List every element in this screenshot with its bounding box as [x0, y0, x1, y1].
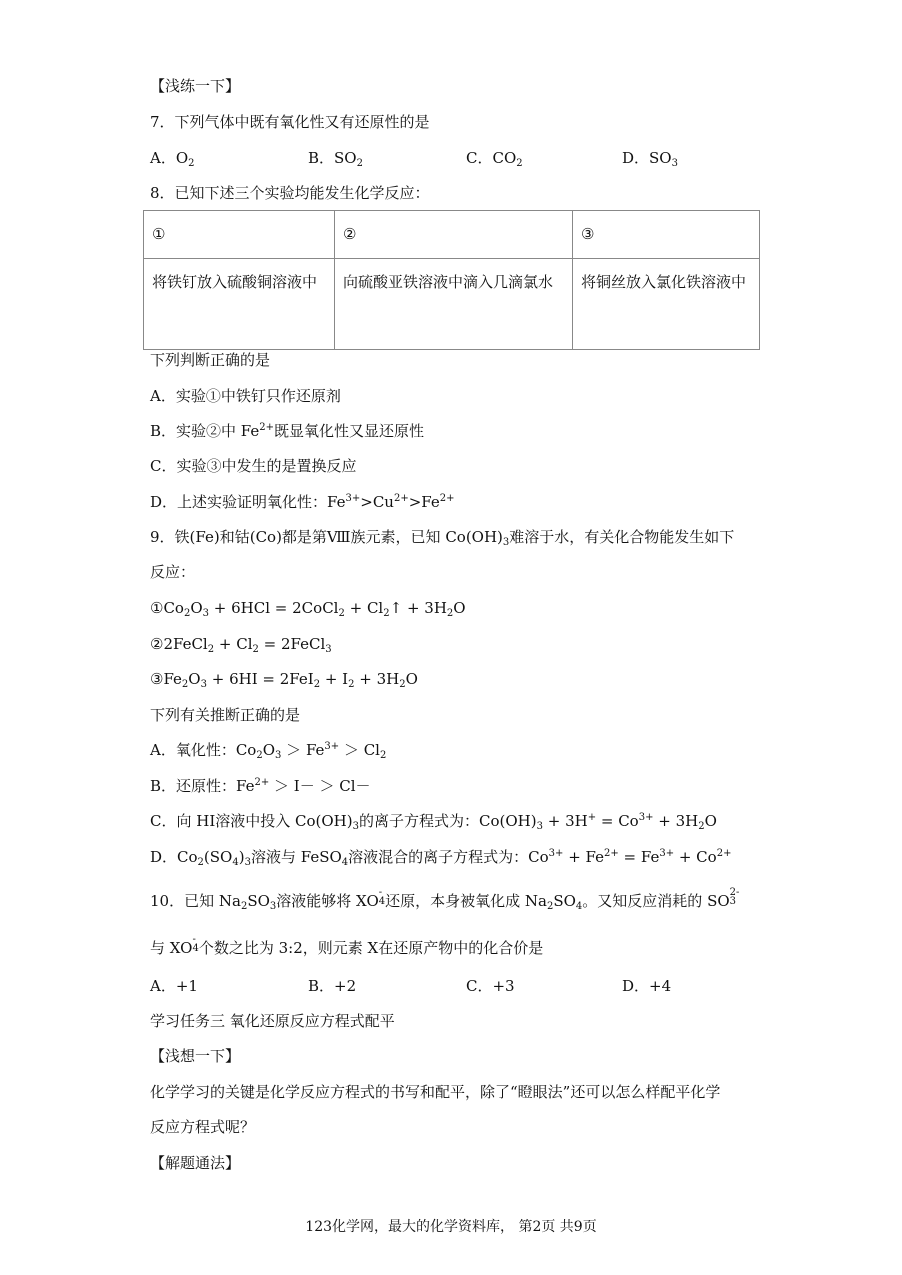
- learning-task-3-title: 学习任务三 氧化还原反应方程式配平: [150, 1012, 395, 1030]
- q9-option-d: D．$Co_2(SO_4)_3$溶液与 FeSO$_4$溶液混合的离子方程式为：$Co^{3+} + Fe^{2+} = Fe^{3+} + Co^{2+}$: [150, 848, 732, 868]
- think-paragraph-line1: 化学学习的关键是化学反应方程式的书写和配平，除了“瞪眼法”还可以怎么样配平化学: [150, 1083, 721, 1101]
- q7-option-b: B．$SO_2$: [308, 149, 363, 169]
- question-7-options: [150, 148, 750, 168]
- table-header-cell: ②: [335, 211, 573, 259]
- q10-option-c: C．+3: [466, 977, 515, 995]
- q7-option-c: C．$CO_2$: [466, 149, 523, 169]
- table-cell: 将铁钉放入硫酸铜溶液中: [144, 259, 335, 350]
- question-9-prompt: 下列有关推断正确的是: [150, 706, 301, 724]
- question-10-stem-line1: 10．已知 $Na_2SO_3$溶液能够将 XO- 4还原，本身被氧化成 $Na_2SO_4$。又知反应消耗的 SO2- 3: [150, 887, 740, 912]
- question-7-stem: 7．下列气体中既有氧化性又有还原性的是: [150, 113, 430, 131]
- q7-option-a: A．$O_2$: [150, 149, 195, 169]
- section-heading-practice: 【浅练一下】: [150, 77, 241, 95]
- question-9-stem-line1: 9．铁(Fe)和钴(Co)都是第Ⅷ族元素，已知 $Co(OH)_3$难溶于水，有关化合物能发生如下: [150, 528, 735, 548]
- question-10-options: [150, 976, 750, 996]
- q7-option-d: D．$SO_3$: [622, 149, 678, 169]
- table-row: [144, 211, 760, 259]
- reaction-2: ②2FeCl$_2$ + $Cl_2$ = 2FeCl$_3$: [150, 635, 332, 655]
- q8-option-c: C．实验③中发生的是置换反应: [150, 457, 357, 475]
- q9-option-b: B．还原性：$Fe^{2+} > I- > Cl-$: [150, 777, 371, 795]
- table-header-cell: ③: [573, 211, 760, 259]
- section-heading-think: 【浅想一下】: [150, 1047, 241, 1065]
- table-row: [144, 259, 760, 350]
- question-8-stem: 8．已知下述三个实验均能发生化学反应：: [150, 184, 430, 202]
- table-header-cell: ①: [144, 211, 335, 259]
- section-heading-method: 【解题通法】: [150, 1154, 241, 1172]
- xo4-ion-charge: - 4: [192, 934, 199, 954]
- reaction-1: $①Co_2O_3 + 6HCl$ = 2CoCl$_2$ + $Cl_2↑ + 3H_2O$: [150, 599, 466, 619]
- q9-option-c: C．向 HI溶液中投入 $Co(OH)_3$的离子方程式为：$Co(OH)_3 + 3H^+ = Co^{3+} + 3H_2O$: [150, 812, 717, 832]
- question-8-prompt: 下列判断正确的是: [150, 351, 271, 369]
- q10-option-d: D．+4: [622, 977, 672, 995]
- q8-option-d: D．上述实验证明氧化性：$Fe^{3+}>Cu^{2+}>Fe^{2+}$: [150, 493, 455, 511]
- so3-ion-charge: 2- 3: [729, 887, 740, 907]
- q8-option-a: A．实验①中铁钉只作还原剂: [150, 387, 341, 405]
- experiment-table: [143, 210, 760, 350]
- q9-option-a: A．氧化性：$Co_2O_3 > Fe^{3+} > Cl_2$: [150, 741, 387, 761]
- q8-option-b: B．实验②中 $Fe^{2+}$既显氧化性又显还原性: [150, 422, 425, 440]
- question-10-stem-line2: 与 XO- 4个数之比为 3:2，则元素 X在还原产物中的化合价是: [150, 934, 544, 957]
- xo4-ion-charge: - 4: [378, 887, 386, 907]
- q10-option-a: A．+1: [150, 977, 198, 995]
- think-paragraph-line2: 反应方程式呢？: [150, 1118, 256, 1136]
- table-cell: 向硫酸亚铁溶液中滴入几滴氯水: [335, 259, 573, 350]
- q10-option-b: B．+2: [308, 977, 357, 995]
- page-footer: 123化学网，最大的化学资料库， 第2页 共9页: [305, 1219, 597, 1235]
- question-9-stem-line2: 反应：: [150, 563, 196, 581]
- table-cell: 将铜丝放入氯化铁溶液中: [573, 259, 760, 350]
- reaction-3: $③Fe_2O_3 + 6HI = 2FeI_2 + I_2 + 3H_2O$: [150, 670, 418, 690]
